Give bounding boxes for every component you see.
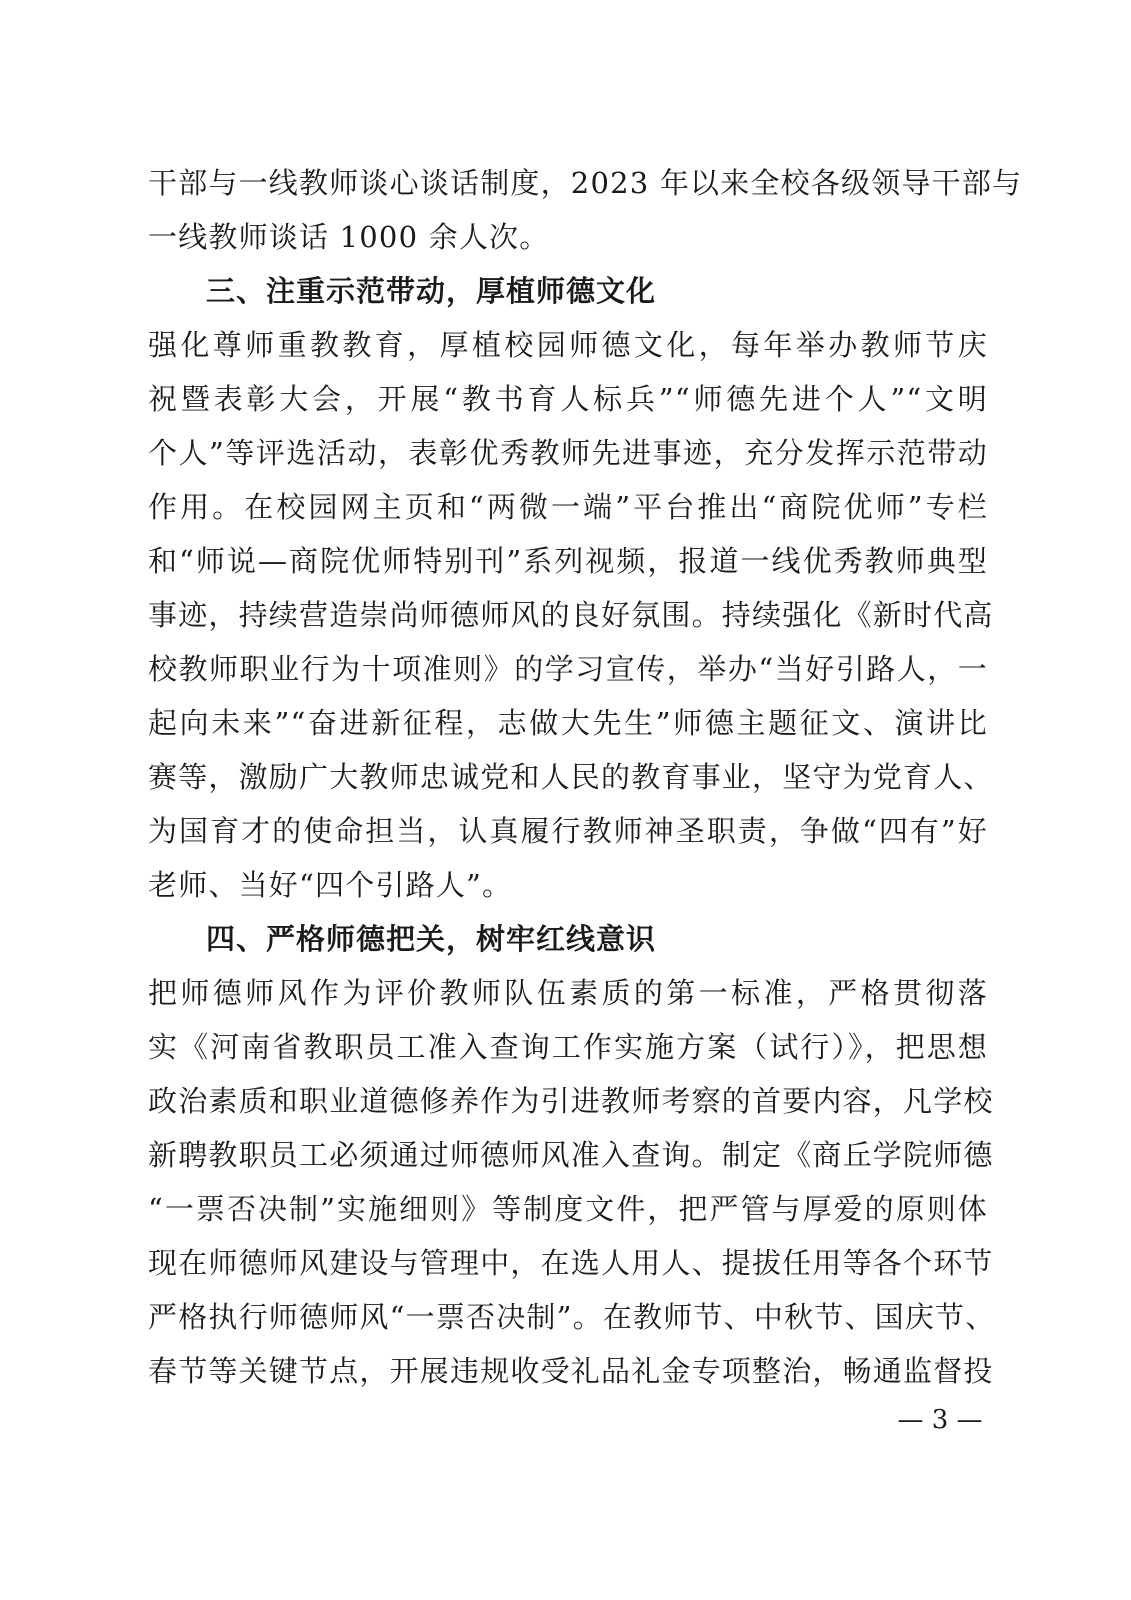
paragraph-line: 一线教师谈话 1000 余人次。 bbox=[148, 220, 550, 254]
paragraph-line: 新聘教职员工必须通过师德师风准入查询。制定《商丘学院师德 bbox=[148, 1138, 994, 1172]
paragraph-line: 把师德师风作为评价教师队伍素质的第一标准，严格贯彻落 bbox=[148, 976, 988, 1010]
paragraph-line: “一票否决制”实施细则》等制度文件，把严管与厚爱的原则体 bbox=[148, 1192, 988, 1226]
paragraph-line: 强化尊师重教教育，厚植校园师德文化，每年举办教师节庆 bbox=[148, 328, 988, 362]
page-number: — 3 — bbox=[897, 1405, 983, 1435]
paragraph-line: 现在师德师风建设与管理中，在选人用人、提拔任用等各个环节 bbox=[148, 1246, 994, 1280]
paragraph-line: 赛等，激励广大教师忠诚党和人民的教育事业，坚守为党育人、 bbox=[148, 760, 994, 794]
paragraph-line: 祝暨表彰大会，开展“教书育人标兵”“师德先进个人”“文明 bbox=[148, 382, 988, 416]
paragraph-line: 个人”等评选活动，表彰优秀教师先进事迹，充分发挥示范带动 bbox=[148, 436, 988, 470]
section-heading-3: 三、注重示范带动，厚植师德文化 bbox=[206, 274, 657, 308]
paragraph-line: 老师、当好“四个引路人”。 bbox=[148, 868, 513, 902]
paragraph-line: 严格执行师德师风“一票否决制”。在教师节、中秋节、国庆节、 bbox=[148, 1300, 996, 1334]
paragraph-line: 为国育才的使命担当，认真履行教师神圣职责，争做“四有”好 bbox=[148, 814, 988, 848]
paragraph-line: 起向未来”“奋进新征程，志做大先生”师德主题征文、演讲比 bbox=[148, 706, 988, 740]
paragraph-line: 事迹，持续营造崇尚师德师风的良好氛围。持续强化《新时代高 bbox=[148, 598, 994, 632]
paragraph-line: 校教师职业行为十项准则》的学习宣传，举办“当好引路人，一 bbox=[148, 652, 988, 686]
paragraph-line: 作用。在校园网主页和“两微一端”平台推出“商院优师”专栏 bbox=[148, 490, 988, 524]
paragraph-line: 春节等关键节点，开展违规收受礼品礼金专项整治，畅通监督投 bbox=[148, 1354, 994, 1388]
paragraph-line: 和“师说—商院优师特别刊”系列视频，报道一线优秀教师典型 bbox=[148, 544, 988, 578]
paragraph-line: 实《河南省教职员工准入查询工作实施方案（试行）》，把思想 bbox=[148, 1030, 988, 1064]
paragraph-line: 政治素质和职业道德修养作为引进教师考察的首要内容，凡学校 bbox=[148, 1084, 994, 1118]
section-heading-4: 四、严格师德把关，树牢红线意识 bbox=[206, 922, 657, 956]
paragraph-line: 干部与一线教师谈心谈话制度，2023 年以来全校各级领导干部与 bbox=[148, 166, 1023, 200]
